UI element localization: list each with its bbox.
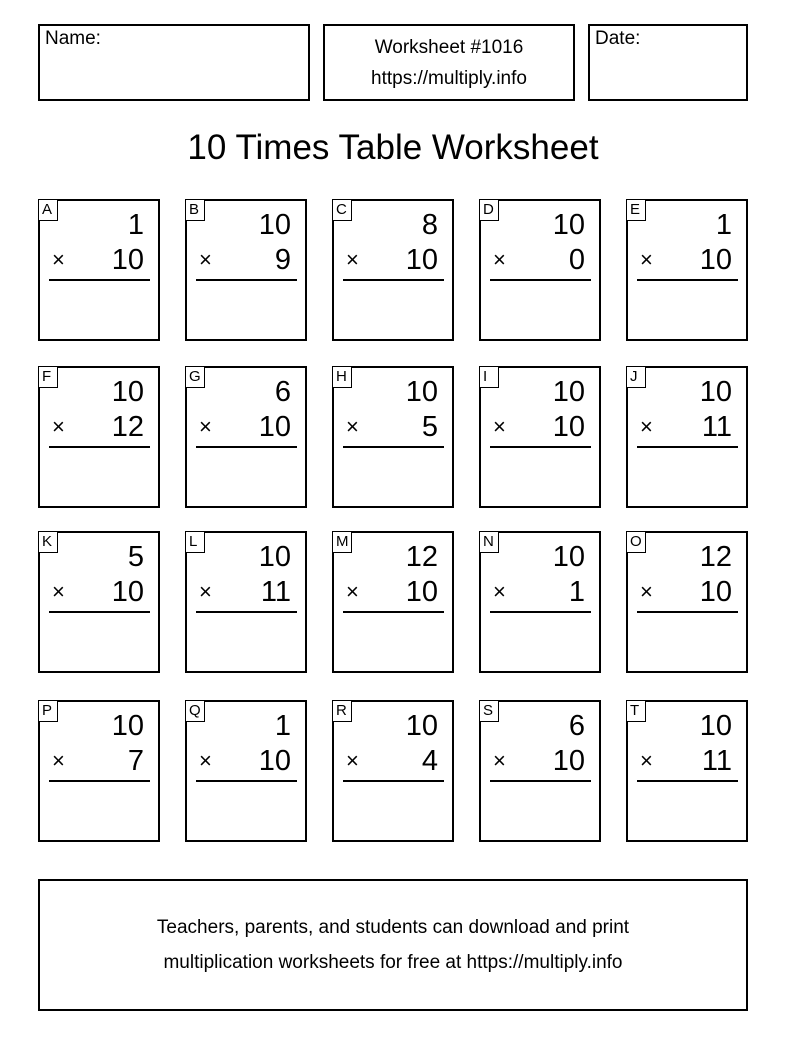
footer-line-2: multiplication worksheets for free at https://multiply.info xyxy=(163,952,623,973)
answer-line xyxy=(490,279,591,281)
multiplier: 10 xyxy=(111,576,144,608)
answer-line xyxy=(343,446,444,448)
multiplicand: 5 xyxy=(127,541,144,573)
problem-card-l xyxy=(185,531,307,673)
multiplicand: 8 xyxy=(421,209,438,241)
problem-card-j xyxy=(626,366,748,508)
answer-line xyxy=(490,446,591,448)
problem-card-s xyxy=(479,700,601,842)
footer-box xyxy=(38,879,748,1011)
multiplicand: 1 xyxy=(274,710,291,742)
multiplicand: 10 xyxy=(699,376,732,408)
times-sign: × xyxy=(640,748,653,773)
multiplicand: 10 xyxy=(405,710,438,742)
answer-line xyxy=(196,780,297,782)
problem-card-g xyxy=(185,366,307,508)
times-sign: × xyxy=(346,247,359,272)
multiplicand: 10 xyxy=(699,710,732,742)
times-sign: × xyxy=(346,579,359,604)
multiplicand: 10 xyxy=(405,376,438,408)
multiplicand: 12 xyxy=(699,541,732,573)
answer-line xyxy=(196,611,297,613)
answer-line xyxy=(490,611,591,613)
name-label: Name: xyxy=(45,28,101,49)
times-sign: × xyxy=(640,247,653,272)
answer-line xyxy=(196,446,297,448)
times-sign: × xyxy=(493,748,506,773)
problem-letter: L xyxy=(185,531,205,553)
multiplicand: 10 xyxy=(258,209,291,241)
multiplicand: 10 xyxy=(552,541,585,573)
times-sign: × xyxy=(640,579,653,604)
problem-card-m xyxy=(332,531,454,673)
page-title: 10 Times Table Worksheet xyxy=(187,128,599,167)
multiplier: 10 xyxy=(111,244,144,276)
problem-card-f xyxy=(38,366,160,508)
problem-card-i xyxy=(479,366,601,508)
times-sign: × xyxy=(199,748,212,773)
problem-letter: T xyxy=(626,700,646,722)
times-sign: × xyxy=(52,748,65,773)
multiplier: 10 xyxy=(699,576,732,608)
times-sign: × xyxy=(52,579,65,604)
times-sign: × xyxy=(52,414,65,439)
problem-card-k xyxy=(38,531,160,673)
date-label: Date: xyxy=(595,28,641,49)
answer-line xyxy=(637,611,738,613)
multiplier: 0 xyxy=(568,244,585,276)
answer-line xyxy=(49,446,150,448)
multiplier: 10 xyxy=(552,411,585,443)
multiplier: 4 xyxy=(421,745,438,777)
times-sign: × xyxy=(493,414,506,439)
multiplicand: 10 xyxy=(111,376,144,408)
multiplier: 11 xyxy=(260,576,291,608)
problem-card-o xyxy=(626,531,748,673)
problem-card-n xyxy=(479,531,601,673)
worksheet-number: Worksheet #1016 xyxy=(374,37,524,58)
problem-letter: F xyxy=(38,366,58,388)
multiplier: 11 xyxy=(701,745,732,777)
times-sign: × xyxy=(346,414,359,439)
date-field-box xyxy=(588,24,748,101)
answer-line xyxy=(637,446,738,448)
answer-line xyxy=(49,279,150,281)
multiplier: 5 xyxy=(421,411,438,443)
multiplicand: 10 xyxy=(552,209,585,241)
problem-card-c xyxy=(332,199,454,341)
problem-letter: Q xyxy=(185,700,205,722)
problem-card-b xyxy=(185,199,307,341)
problem-letter: A xyxy=(38,199,58,221)
answer-line xyxy=(49,780,150,782)
multiplier: 9 xyxy=(274,244,291,276)
times-sign: × xyxy=(493,247,506,272)
answer-line xyxy=(49,611,150,613)
times-sign: × xyxy=(52,247,65,272)
times-sign: × xyxy=(199,414,212,439)
problem-card-d xyxy=(479,199,601,341)
problem-card-q xyxy=(185,700,307,842)
problem-card-a xyxy=(38,199,160,341)
problem-letter: C xyxy=(332,199,352,221)
multiplicand: 1 xyxy=(715,209,732,241)
problem-letter: R xyxy=(332,700,352,722)
problem-letter: P xyxy=(38,700,58,722)
answer-line xyxy=(637,279,738,281)
multiplier: 10 xyxy=(552,745,585,777)
multiplicand: 10 xyxy=(258,541,291,573)
problem-card-p xyxy=(38,700,160,842)
multiplier: 7 xyxy=(127,745,144,777)
problem-letter: S xyxy=(479,700,499,722)
multiplier: 10 xyxy=(699,244,732,276)
multiplicand: 6 xyxy=(274,376,291,408)
footer-line-1: Teachers, parents, and students can download and print xyxy=(156,917,630,938)
problem-letter: H xyxy=(332,366,352,388)
times-sign: × xyxy=(199,247,212,272)
problem-card-t xyxy=(626,700,748,842)
times-sign: × xyxy=(199,579,212,604)
multiplicand: 10 xyxy=(552,376,585,408)
problem-card-r xyxy=(332,700,454,842)
worksheet-url: https://multiply.info xyxy=(371,68,527,89)
times-sign: × xyxy=(346,748,359,773)
multiplier: 10 xyxy=(258,411,291,443)
problem-letter: B xyxy=(185,199,205,221)
problem-letter: K xyxy=(38,531,58,553)
problem-letter: G xyxy=(185,366,205,388)
multiplier: 12 xyxy=(111,411,144,443)
name-field-box xyxy=(38,24,310,101)
multiplier: 10 xyxy=(258,745,291,777)
multiplier: 1 xyxy=(568,576,585,608)
problem-letter: J xyxy=(626,366,646,388)
times-sign: × xyxy=(640,414,653,439)
multiplicand: 1 xyxy=(127,209,144,241)
answer-line xyxy=(343,611,444,613)
problem-letter: N xyxy=(479,531,499,553)
multiplicand: 10 xyxy=(111,710,144,742)
answer-line xyxy=(343,780,444,782)
times-sign: × xyxy=(493,579,506,604)
multiplier: 10 xyxy=(405,576,438,608)
worksheet-info-box xyxy=(323,24,575,101)
problem-letter: I xyxy=(479,366,499,388)
problem-letter: O xyxy=(626,531,646,553)
multiplicand: 6 xyxy=(568,710,585,742)
answer-line xyxy=(196,279,297,281)
problem-letter: E xyxy=(626,199,646,221)
multiplier: 11 xyxy=(701,411,732,443)
answer-line xyxy=(343,279,444,281)
problem-card-e xyxy=(626,199,748,341)
answer-line xyxy=(490,780,591,782)
multiplicand: 12 xyxy=(405,541,438,573)
answer-line xyxy=(637,780,738,782)
multiplier: 10 xyxy=(405,244,438,276)
problem-letter: D xyxy=(479,199,499,221)
problem-letter: M xyxy=(332,531,352,553)
problem-card-h xyxy=(332,366,454,508)
